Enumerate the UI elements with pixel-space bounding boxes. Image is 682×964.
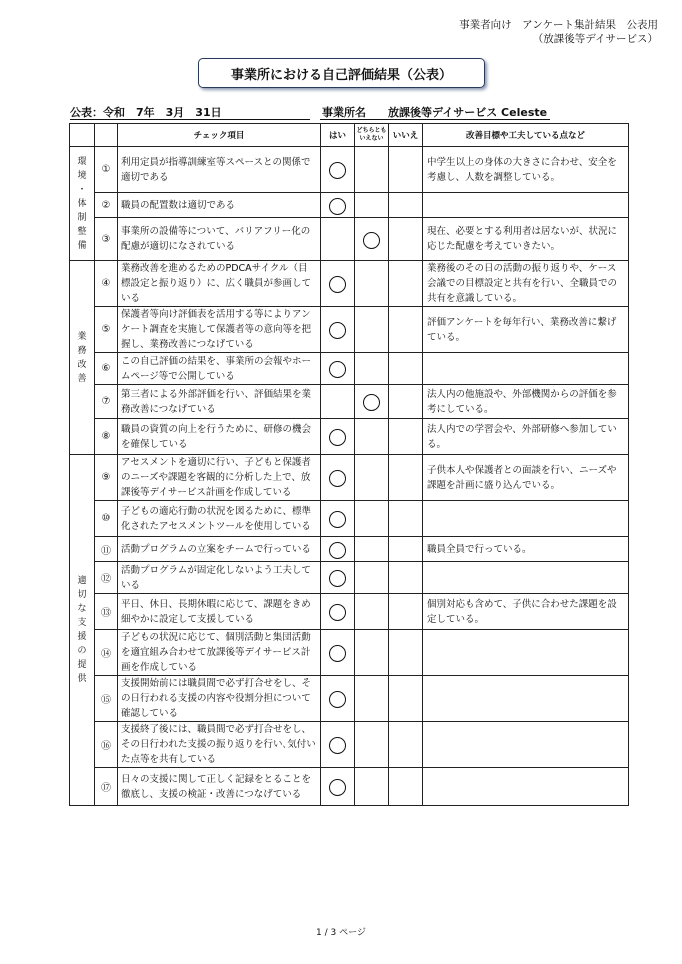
neither-cell — [355, 385, 389, 419]
number-header — [95, 124, 118, 147]
category-char: ・ — [77, 184, 87, 195]
category-char: 適 — [77, 576, 87, 586]
item-header: チェック項目 — [118, 124, 321, 147]
item-number: ⑪ — [95, 537, 118, 562]
note-text — [423, 501, 629, 537]
item-text: 子どもの状況に応じて、個別活動と集団活動を適宜組み合わせて放課後等デイサービス計画を作成している — [118, 630, 321, 676]
no-cell — [389, 353, 423, 385]
item-text: 日々の支援に関して正しく記録をとることを徹底し、支援の検証・改善につなげている — [118, 768, 321, 806]
category-char: 境 — [77, 170, 87, 181]
note-text: 個別対応も含めて、子供に合わせた課題を設定している。 — [423, 594, 629, 630]
category-support — [70, 455, 95, 806]
table-row — [70, 630, 629, 676]
note-text — [423, 630, 629, 676]
yes-cell — [321, 307, 355, 353]
no-cell — [389, 768, 423, 806]
no-header: いいえ — [389, 124, 423, 147]
yes-cell — [321, 768, 355, 806]
item-number: ⑥ — [95, 353, 118, 385]
yes-cell — [321, 385, 355, 419]
table-header-row — [70, 124, 629, 147]
table-row — [70, 147, 629, 193]
neither-header: どちらとも いえない — [355, 124, 389, 147]
item-text: 保護者等向け評価表を活用する等によりアンケート調査を実施して保護者等の意向等を把握し、業務改善につなげている — [118, 307, 321, 353]
yes-cell — [321, 676, 355, 722]
table-row — [70, 501, 629, 537]
category-char: 支 — [77, 618, 87, 628]
no-cell — [389, 261, 423, 307]
circle-mark-icon — [329, 470, 346, 487]
table-row — [70, 307, 629, 353]
neither-cell — [355, 537, 389, 562]
item-text: この自己評価の結果を、事業所の会報やホームページ等で公開している — [118, 353, 321, 385]
circle-mark-icon — [329, 198, 346, 215]
circle-mark-icon — [363, 394, 380, 411]
table-row — [70, 537, 629, 562]
note-text: 現在、必要とする利用者は居ないが、状況に応じた配慮を考えていきたい。 — [423, 218, 629, 261]
yes-cell — [321, 218, 355, 261]
note-text — [423, 193, 629, 218]
publication-date: 公表：令和 7年 3月 31日 — [70, 106, 222, 119]
no-cell — [389, 594, 423, 630]
document-header-line2: （放課後等デイサービス） — [532, 33, 658, 45]
note-text: 子供本人や保護者との面談を行い、ニーズや課題を計画に盛り込んでいる。 — [423, 455, 629, 501]
yes-cell — [321, 261, 355, 307]
category-char: 体 — [77, 198, 87, 209]
item-number: ① — [95, 147, 118, 193]
no-cell — [389, 455, 423, 501]
item-number: ⑨ — [95, 455, 118, 501]
yes-cell — [321, 455, 355, 501]
category-char: 備 — [77, 240, 87, 251]
circle-mark-icon — [329, 779, 346, 796]
neither-cell — [355, 594, 389, 630]
no-cell — [389, 501, 423, 537]
neither-cell — [355, 562, 389, 594]
no-cell — [389, 537, 423, 562]
item-text: 支援終了後には、職員間で必ず打合せをし、その日行われた支援の振り返りを行い､気付いた点等を共有している — [118, 722, 321, 768]
item-text: 職員の配置数は適切である — [118, 193, 321, 218]
neither-cell — [355, 218, 389, 261]
circle-mark-icon — [363, 232, 380, 249]
neither-cell — [355, 676, 389, 722]
item-number: ③ — [95, 218, 118, 261]
note-text: 職員全員で行っている。 — [423, 537, 629, 562]
category-char: 提 — [77, 660, 87, 670]
note-text: 業務後のその日の活動の振り返りや、ケース会議での目標設定と共有を行い、全職員での共有を意識している。 — [423, 261, 629, 307]
item-number: ⑦ — [95, 385, 118, 419]
item-text: 業務改善を進めるためのPDCAサイクル（目標設定と振り返り）に、広く職員が参画している — [118, 261, 321, 307]
no-cell — [389, 385, 423, 419]
yes-cell — [321, 501, 355, 537]
office-name-line: 事業所名 放課後等デイサービス Celeste — [322, 106, 548, 119]
yes-cell — [321, 147, 355, 193]
document-header-line1: 事業者向け アンケート集計結果 公表用 — [459, 19, 658, 31]
note-text: 法人内での学習会や、外部研修へ参加している。 — [423, 419, 629, 455]
table-row — [70, 455, 629, 501]
note-text — [423, 562, 629, 594]
category-char: 制 — [77, 212, 87, 223]
yes-cell — [321, 353, 355, 385]
no-cell — [389, 676, 423, 722]
note-text: 評価アンケートを毎年行い、業務改善に繋げている。 — [423, 307, 629, 353]
table-body — [70, 147, 629, 806]
note-text — [423, 676, 629, 722]
item-number: ⑰ — [95, 768, 118, 806]
item-text: 平日、休日、長期休暇に応じて、課題をきめ細やかに設定して支援している — [118, 594, 321, 630]
yes-cell — [321, 722, 355, 768]
item-number: ⑬ — [95, 594, 118, 630]
circle-mark-icon — [329, 162, 346, 179]
table-row — [70, 768, 629, 806]
neither-cell — [355, 455, 389, 501]
page-number: 1 / 3 ページ — [316, 928, 366, 938]
table-row — [70, 722, 629, 768]
item-text: 利用定員が指導訓練室等スペースとの関係で適切である — [118, 147, 321, 193]
circle-mark-icon — [329, 542, 346, 559]
no-cell — [389, 147, 423, 193]
item-number: ⑮ — [95, 676, 118, 722]
neither-cell — [355, 768, 389, 806]
item-text: 活動プログラムの立案をチームで行っている — [118, 537, 321, 562]
no-cell — [389, 193, 423, 218]
yes-header: はい — [321, 124, 355, 147]
item-text: アセスメントを適切に行い、子どもと保護者のニーズや課題を客観的に分析した上で、放課後等デイサービス計画を作成している — [118, 455, 321, 501]
table-row — [70, 261, 629, 307]
category-char: 改 — [77, 359, 87, 370]
category-char: な — [77, 604, 87, 614]
circle-mark-icon — [329, 691, 346, 708]
category-char: 切 — [77, 590, 87, 600]
note-text — [423, 722, 629, 768]
circle-mark-icon — [329, 322, 346, 339]
table-row — [70, 353, 629, 385]
category-char: の — [77, 646, 87, 656]
neither-cell — [355, 630, 389, 676]
neither-cell — [355, 147, 389, 193]
neither-cell — [355, 722, 389, 768]
neither-cell — [355, 419, 389, 455]
category-biz — [70, 261, 95, 455]
yes-cell — [321, 193, 355, 218]
yes-cell — [321, 562, 355, 594]
item-number: ⑧ — [95, 419, 118, 455]
table-row — [70, 218, 629, 261]
item-text: 第三者による外部評価を行い、評価結果を業務改善につなげている — [118, 385, 321, 419]
category-char: 務 — [77, 345, 87, 356]
item-text: 子どもの適応行動の状況を図るために、標準化されたアセスメントツールを使用している — [118, 501, 321, 537]
item-number: ④ — [95, 261, 118, 307]
item-text: 活動プログラムが固定化しないよう工夫している — [118, 562, 321, 594]
yes-cell — [321, 630, 355, 676]
item-number: ⑤ — [95, 307, 118, 353]
yes-cell — [321, 537, 355, 562]
circle-mark-icon — [329, 604, 346, 621]
circle-mark-icon — [329, 429, 346, 446]
circle-mark-icon — [329, 511, 346, 528]
item-number: ⑫ — [95, 562, 118, 594]
table-row — [70, 419, 629, 455]
table-row — [70, 676, 629, 722]
circle-mark-icon — [329, 361, 346, 378]
neither-cell — [355, 261, 389, 307]
table-row — [70, 562, 629, 594]
item-text: 事業所の設備等について、バリアフリー化の配慮が適切になされている — [118, 218, 321, 261]
category-env — [70, 147, 95, 261]
no-cell — [389, 218, 423, 261]
item-number: ⑯ — [95, 722, 118, 768]
neither-cell — [355, 193, 389, 218]
category-char: 善 — [77, 373, 87, 384]
notes-header: 改善目標や工夫している点など — [423, 124, 629, 147]
note-text: 中学生以上の身体の大きさに合わせ、安全を考慮し、人数を調整している。 — [423, 147, 629, 193]
circle-mark-icon — [329, 570, 346, 587]
table-row — [70, 594, 629, 630]
yes-cell — [321, 594, 355, 630]
page-title: 事業所における自己評価結果（公表） — [198, 58, 485, 88]
item-text: 職員の資質の向上を行うために、研修の機会を確保している — [118, 419, 321, 455]
table-row — [70, 193, 629, 218]
category-char: 環 — [77, 156, 87, 167]
note-text — [423, 353, 629, 385]
circle-mark-icon — [329, 737, 346, 754]
office-underline — [320, 119, 550, 120]
circle-mark-icon — [329, 645, 346, 662]
no-cell — [389, 307, 423, 353]
table-row — [70, 385, 629, 419]
no-cell — [389, 630, 423, 676]
date-underline — [70, 119, 310, 120]
category-header — [70, 124, 95, 147]
neither-cell — [355, 307, 389, 353]
circle-mark-icon — [329, 276, 346, 293]
item-number: ② — [95, 193, 118, 218]
neither-cell — [355, 353, 389, 385]
neither-cell — [355, 501, 389, 537]
no-cell — [389, 722, 423, 768]
category-char: 供 — [77, 674, 87, 684]
yes-cell — [321, 419, 355, 455]
category-char: 整 — [77, 226, 87, 237]
item-text: 支援開始前には職員間で必ず打合せをし、その日行われる支援の内容や役割分担について確認している — [118, 676, 321, 722]
evaluation-table — [69, 123, 629, 806]
item-number: ⑩ — [95, 501, 118, 537]
category-char: 援 — [77, 632, 87, 642]
item-number: ⑭ — [95, 630, 118, 676]
note-text: 法人内の他施設や、外部機関からの評価を参考にしている。 — [423, 385, 629, 419]
no-cell — [389, 562, 423, 594]
category-char: 業 — [77, 331, 87, 342]
note-text — [423, 768, 629, 806]
no-cell — [389, 419, 423, 455]
